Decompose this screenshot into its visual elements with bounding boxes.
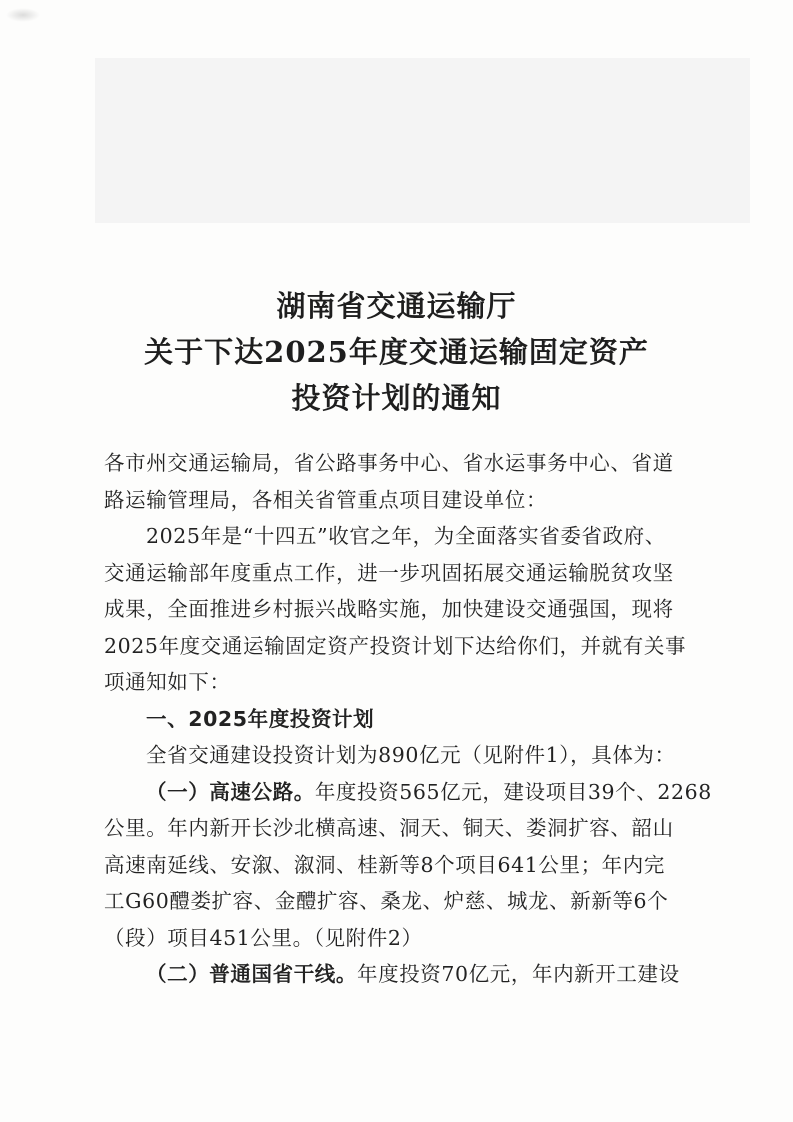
item-1-line-5: （段）项目451公里。（见附件2） bbox=[104, 926, 423, 950]
section-1-summary: 全省交通建设投资计划为890亿元（见附件1），具体为： bbox=[146, 743, 676, 767]
item-1-label: （一）高速公路。 bbox=[146, 780, 315, 804]
intro-line-4: 2025年度交通运输固定资产投资计划下达给你们，并就有关事 bbox=[104, 634, 687, 658]
item-2-label: （二）普通国省干线。 bbox=[146, 962, 357, 986]
item-2-first-line bbox=[146, 960, 680, 988]
section-1-heading: 一、2025年度投资计划 bbox=[146, 707, 375, 731]
intro-line-1: 2025年是“十四五”收官之年，为全面落实省委省政府、 bbox=[146, 524, 666, 548]
item-1-line-2: 公里。年内新开长沙北横高速、洞天、铜天、娄洞扩容、韶山 bbox=[104, 816, 674, 840]
item-2-first-text: 年度投资70亿元，年内新开工建设 bbox=[357, 962, 680, 986]
scan-artifact bbox=[6, 8, 40, 22]
item-1-line-4: 工G60醴娄扩容、金醴扩容、桑龙、炉慈、城龙、新新等6个 bbox=[104, 889, 669, 913]
item-1-first-text: 年度投资565亿元，建设项目39个、2268 bbox=[314, 780, 712, 804]
header-redacted-area bbox=[95, 58, 750, 223]
document-title-line-1: 湖南省交通运输厅 bbox=[276, 289, 517, 323]
addressee-line-1: 各市州交通运输局，省公路事务中心、省水运事务中心、省道 bbox=[104, 451, 674, 475]
document-title-line-3: 投资计划的通知 bbox=[291, 381, 502, 415]
intro-line-5: 项通知如下： bbox=[104, 670, 231, 694]
intro-line-2: 交通运输部年度重点工作，进一步巩固拓展交通运输脱贫攻坚 bbox=[104, 561, 674, 585]
item-1-first-line bbox=[146, 778, 712, 806]
addressee-line-2: 路运输管理局，各相关省管重点项目建设单位： bbox=[104, 488, 548, 512]
intro-line-3: 成果，全面推进乡村振兴战略实施，加快建设交通强国，现将 bbox=[104, 597, 674, 621]
item-1-line-3: 高速南延线、安溆、溆洞、桂新等8个项目641公里；年内完 bbox=[104, 853, 665, 877]
document-title-line-2: 关于下达2025年度交通运输固定资产 bbox=[144, 335, 649, 369]
